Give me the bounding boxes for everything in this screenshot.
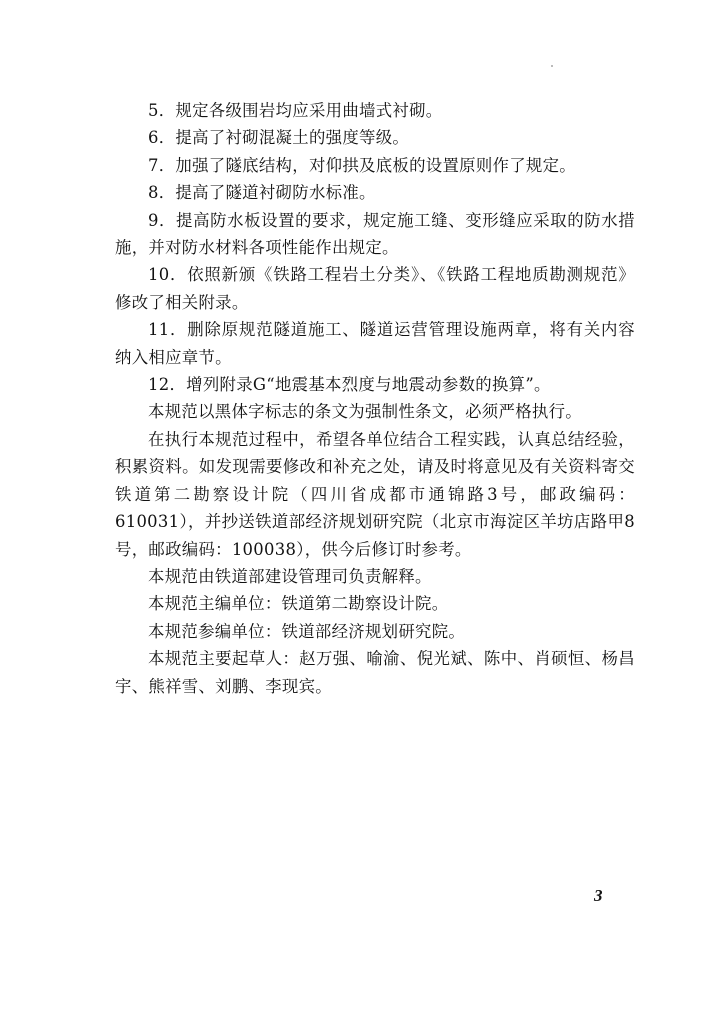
paragraph-item-10: 10．依照新颁《铁路工程岩土分类》、《铁路工程地质勘测规范》修改了相关附录。 (115, 265, 635, 312)
mandatory-provisions-note: 本规范以黑体字标志的条文为强制性条文，必须严格执行。 (148, 402, 582, 422)
paragraph-item-7: 7．加强了隧底结构，对仰拱及底板的设置原则作了规定。 (148, 155, 576, 175)
interpretation-authority: 本规范由铁道部建设管理司负责解释。 (148, 566, 432, 586)
paragraph-item-12: 12．增列附录G“地震基本烈度与地震动参数的换算”。 (148, 375, 551, 395)
page-body (115, 97, 635, 700)
feedback-instructions: 在执行本规范过程中，希望各单位结合工程实践，认真总结经验，积累资料。如发现需要修改和补充之处，请及时将意见及有关资料寄交铁道第二勘察设计院（四川省成都市通锦路3号，邮政编码：610031），并抄送铁道部经济规划研究院（北京市海淀区羊坊店路甲8号，邮政编码：100038），供今后修订时参考。 (115, 429, 635, 559)
paragraph-item-9: 9．提高防水板设置的要求，规定施工缝、变形缝应采取的防水措施，并对防水材料各项性能作出规定。 (115, 210, 635, 258)
paragraph-item-6: 6．提高了衬砌混凝土的强度等级。 (148, 128, 410, 148)
participating-editor-unit: 本规范参编单位：铁道部经济规划研究院。 (148, 621, 466, 641)
scan-speck (551, 65, 553, 67)
chief-editor-unit: 本规范主编单位：铁道第二勘察设计院。 (148, 594, 449, 614)
paragraph-item-5: 5．规定各级围岩均应采用曲墙式衬砌。 (148, 101, 443, 120)
paragraph-item-11: 11．删除原规范隧道施工、隧道运营管理设施两章，将有关内容纳入相应章节。 (115, 320, 635, 367)
page-number: 3 (594, 886, 603, 905)
paragraph-item-8: 8．提高了隧道衬砌防水标准。 (148, 183, 376, 203)
main-drafters: 本规范主要起草人：赵万强、喻渝、倪光斌、陈中、肖硕恒、杨昌宇、熊祥雪、刘鹏、李现宾。 (115, 649, 635, 696)
